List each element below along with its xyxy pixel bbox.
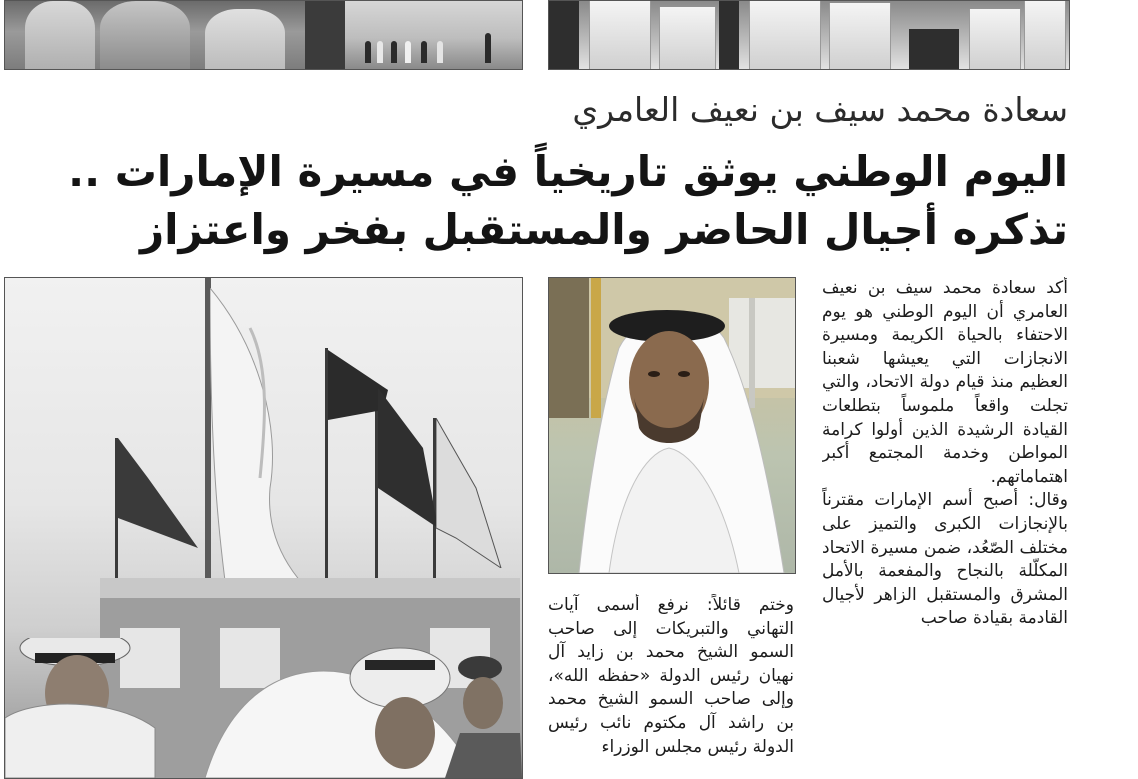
headline-line-2: تذكره أجيال الحاضر والمستقبل بفخر واعتزاز: [139, 205, 1068, 254]
article-headline: [28, 143, 1068, 259]
article-column-right: [822, 277, 1068, 768]
archive-photo-officials: [548, 0, 1070, 70]
archive-photo-crowd: [4, 0, 523, 70]
body-paragraph: وختم قائلاً: نرفع أسمى آيات التهاني والتبريكات إلى صاحب السمو الشيخ محمد بن زايد آل نهيان رئيس الدولة «حفظه الله»، وإلى صاحب السمو الشيخ محمد بن راشد آل مكتوم نائب رئيس الدولة رئيس مجلس الوزراء: [548, 595, 794, 757]
flag-raising-photo: [4, 277, 523, 779]
headline-line-1: اليوم الوطني يوثق تاريخياً في مسيرة الإمارات ..: [68, 147, 1068, 196]
portrait-photo: [548, 277, 796, 574]
body-paragraph: وقال: أصبح أسم الإمارات مقترناً بالإنجازات الكبرى والتميز على مختلف الصّعُد، ضمن مسيرة الاتحاد المكلّلة بالنجاح والمفعمة بالأمل المشرق والمستقبل الزاهر لأجيال القادمة بقيادة صاحب: [822, 490, 1068, 629]
article-column-middle: [548, 594, 794, 768]
article-subtitle: سعادة محمد سيف بن نعيف العامري: [572, 90, 1068, 129]
body-paragraph: أكد سعادة محمد سيف بن نعيف العامري أن اليوم الوطني هو يوم الاحتفاء بالحياة الكريمة ومسيرة الانجازات التي يعيشها شعبنا العظيم منذ قيام دولة الاتحاد، والتي تجلت واقعاً ملموساً بتطلعات القيادة الرشيدة الذين أولوا كرامة المواطن وخدمة المجتمع أكبر اهتماماتهم.: [822, 278, 1068, 487]
